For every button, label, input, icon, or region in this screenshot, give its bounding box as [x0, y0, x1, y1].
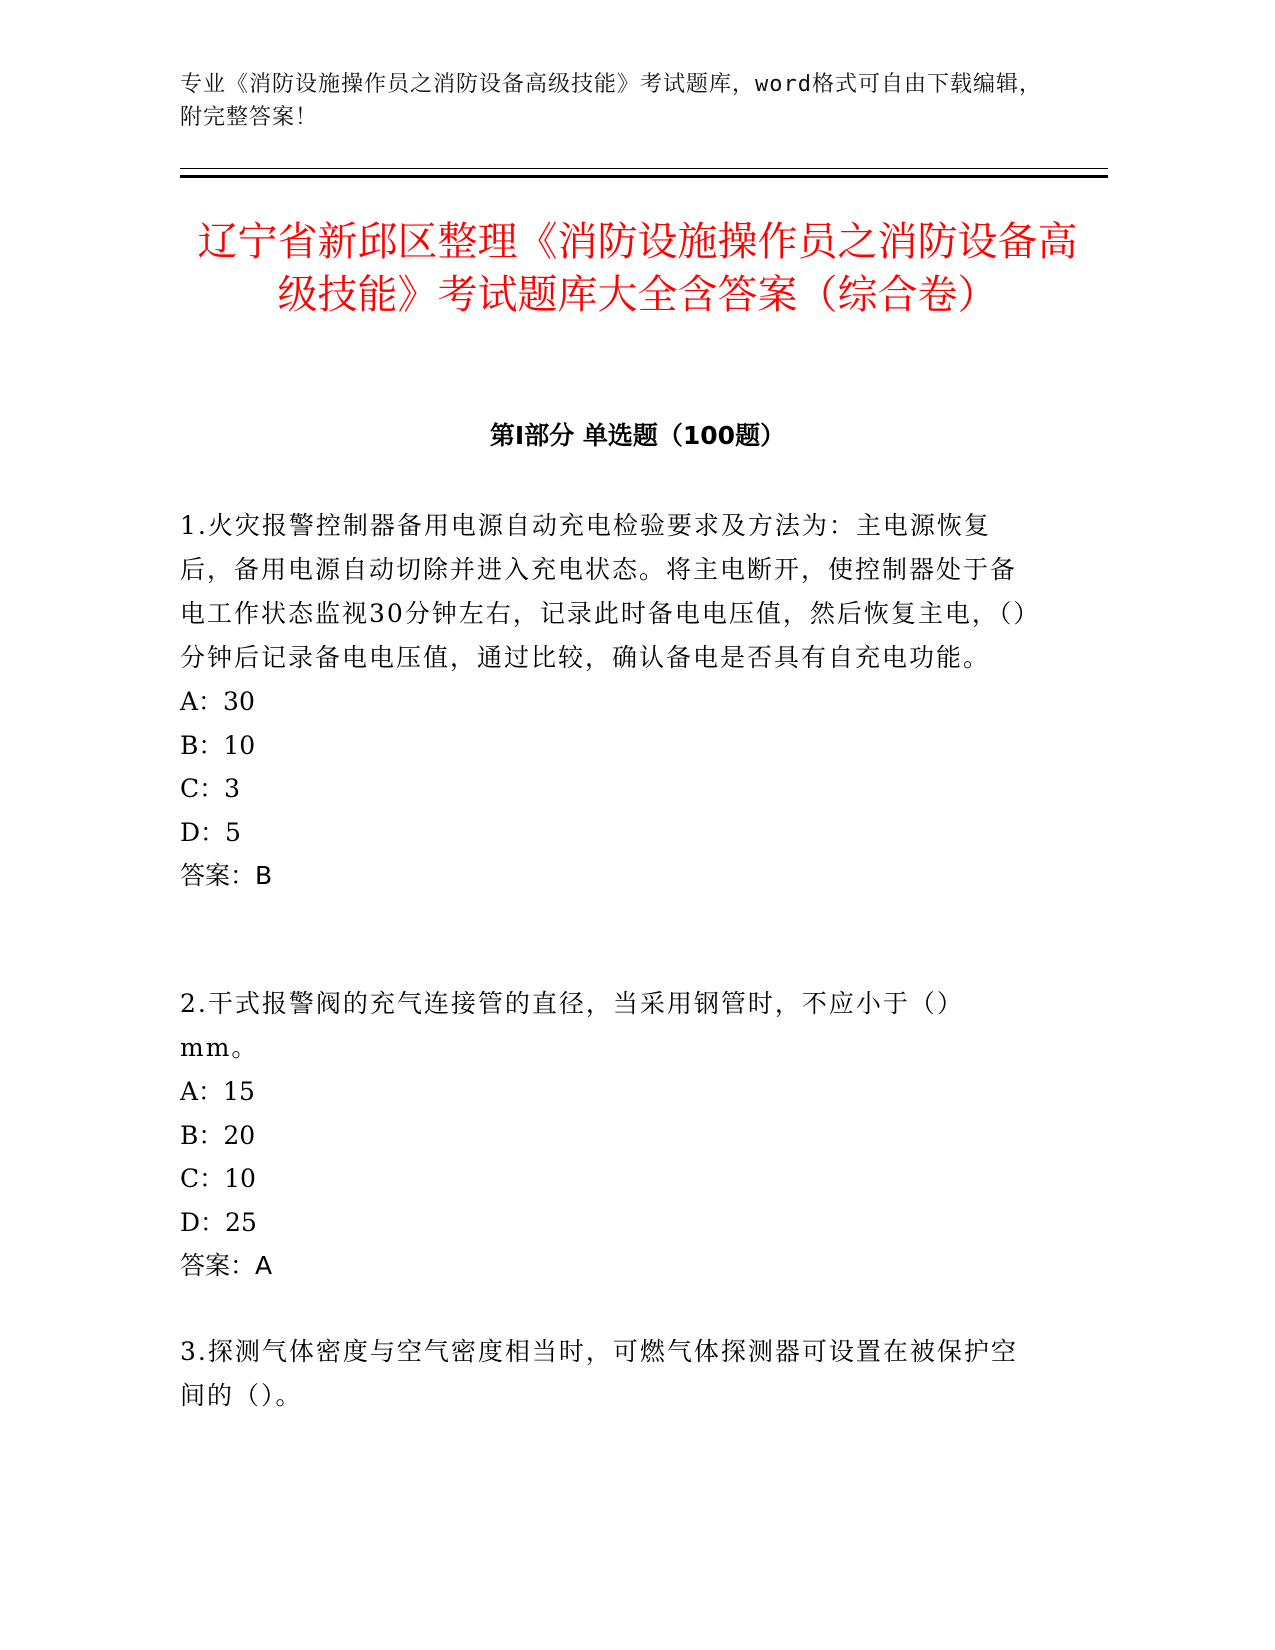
document-title: 辽宁省新邱区整理《消防设施操作员之消防设备高级技能》考试题库大全含答案（综合卷） — [197, 219, 1078, 318]
question-option-c: C：10 — [180, 1164, 256, 1193]
header-note: 专业《消防设施操作员之消防设备高级技能》考试题库，word格式可自由下载编辑，附完整答案！ — [180, 72, 1042, 130]
question-option-b: B：20 — [180, 1120, 256, 1150]
section-title: 第I部分 单选题（100题） — [489, 421, 786, 450]
question-option-c: C：3 — [180, 774, 241, 803]
question-stem: 3.探测气体密度与空气密度相当时，可燃气体探测器可设置在被保护空间的（）。 — [180, 1337, 1018, 1410]
question-item — [180, 1330, 1030, 1418]
question-option-d: D：5 — [180, 817, 241, 847]
question-stem: 1.火灾报警控制器备用电源自动充电检验要求及方法为：主电源恢复后，备用电源自动切除并进入充电状态。将主电断开，使控制器处于备电工作状态监视30分钟左右，记录此时备电电压值，然后恢复主电，（）分钟后记录备电电压值，通过比较，确认备电是否具有自充电功能。 — [180, 511, 1028, 672]
question-item — [180, 504, 1030, 898]
question-answer: 答案：A — [180, 1251, 273, 1280]
question-stem: 2.干式报警阀的充气连接管的直径，当采用钢管时，不应小于（）mm。 — [180, 989, 964, 1062]
header-divider-thin — [180, 168, 1108, 169]
question-item — [180, 982, 1030, 1288]
question-answer: 答案：B — [180, 861, 273, 890]
question-option-d: D：25 — [180, 1207, 257, 1237]
question-option-a: A：15 — [180, 1077, 255, 1106]
question-option-b: B：10 — [180, 730, 256, 760]
question-option-a: A：30 — [180, 687, 255, 716]
header-divider-thick — [180, 175, 1108, 178]
